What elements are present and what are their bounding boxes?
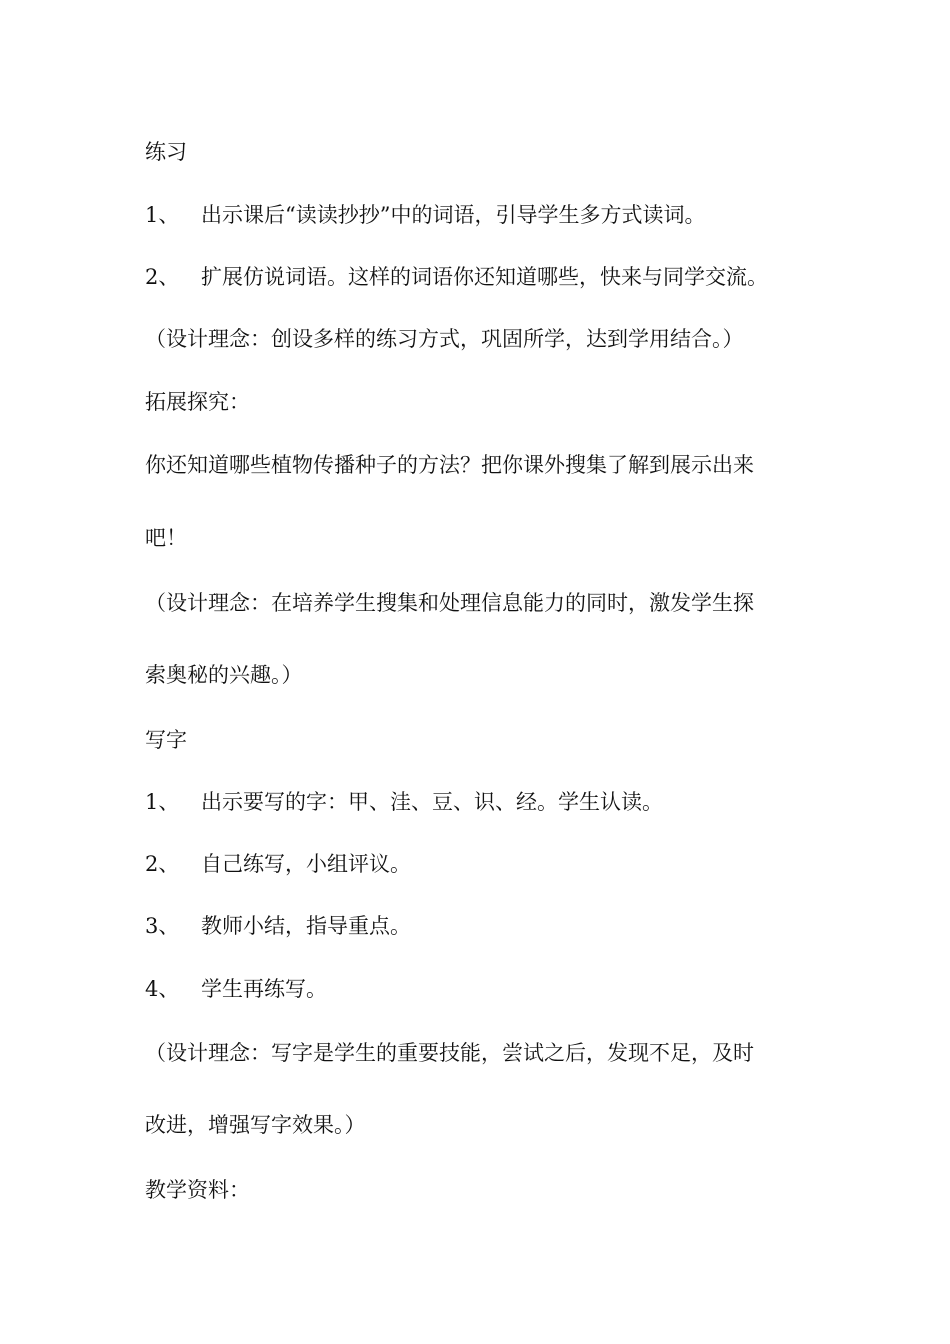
writing-item-1 xyxy=(145,788,663,816)
item-text: 出示课后“读读抄抄”中的词语，引导学生多方式读词。 xyxy=(201,203,706,227)
practice-item-2 xyxy=(145,263,768,291)
section-heading-practice: 练习 xyxy=(145,140,187,164)
item-number: 1、 xyxy=(145,790,180,814)
item-text: 自己练写，小组评议。 xyxy=(201,852,411,876)
section-heading-writing: 写字 xyxy=(145,728,187,752)
item-number: 1、 xyxy=(145,203,180,227)
design-note-2-line-1: （设计理念：在培养学生搜集和处理信息能力的同时，激发学生探 xyxy=(145,591,754,615)
explore-paragraph-line-2: 吧！ xyxy=(145,526,187,550)
section-heading-explore: 拓展探究： xyxy=(145,390,250,414)
design-note-3-line-1: （设计理念：写字是学生的重要技能，尝试之后，发现不足，及时 xyxy=(145,1041,754,1065)
writing-item-2 xyxy=(145,850,411,878)
item-text: 学生再练写。 xyxy=(201,977,327,1001)
section-heading-materials: 教学资料： xyxy=(145,1178,250,1202)
design-note-2-line-2: 索奥秘的兴趣。） xyxy=(145,663,303,687)
writing-item-3 xyxy=(145,912,411,940)
item-text: 出示要写的字：甲、洼、豆、识、经。学生认读。 xyxy=(201,790,663,814)
item-number: 3、 xyxy=(145,914,180,938)
item-text: 教师小结，指导重点。 xyxy=(201,914,411,938)
practice-item-1 xyxy=(145,201,705,229)
item-number: 2、 xyxy=(145,265,180,289)
item-text: 扩展仿说词语。这样的词语你还知道哪些，快来与同学交流。 xyxy=(201,265,768,289)
item-number: 4、 xyxy=(145,977,180,1001)
explore-paragraph-line-1: 你还知道哪些植物传播种子的方法？把你课外搜集了解到展示出来 xyxy=(145,453,754,477)
design-note-1: （设计理念：创设多样的练习方式，巩固所学，达到学用结合。） xyxy=(145,327,744,351)
design-note-3-line-2: 改进，增强写字效果。） xyxy=(145,1113,366,1137)
writing-item-4 xyxy=(145,975,327,1003)
item-number: 2、 xyxy=(145,852,180,876)
